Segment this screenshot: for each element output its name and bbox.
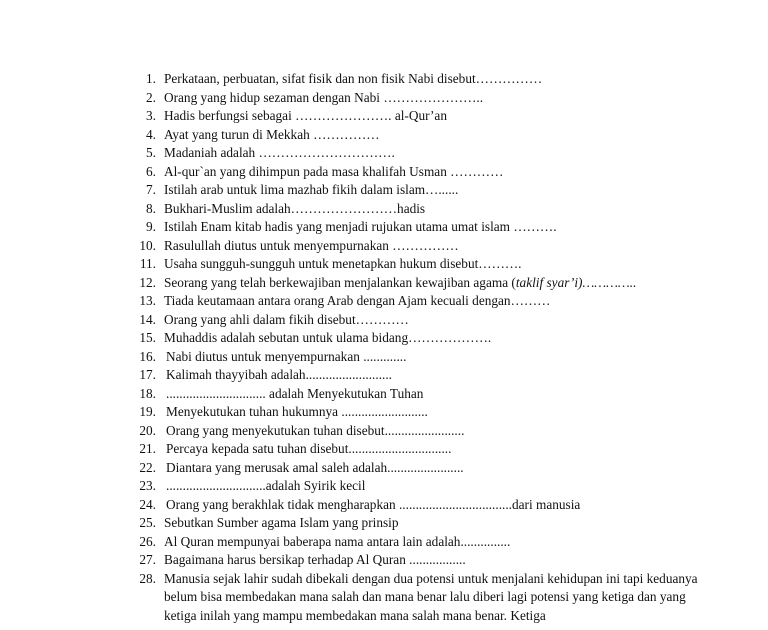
question-text: Istilah arab untuk lima mazhab fikih dalam islam…...... — [164, 182, 459, 197]
question-item — [116, 200, 716, 219]
question-number: 10. — [139, 237, 156, 253]
question-number: 18. — [139, 385, 156, 401]
question-text: Orang yang ahli dalam fikih disebut………… — [164, 311, 409, 327]
question-text: Orang yang menyekutukan tuhan disebut........................ — [166, 422, 465, 438]
question-item — [116, 514, 716, 533]
question-text: Al Quran mempunyai baberapa nama antara lain adalah............... — [164, 533, 511, 549]
question-text: Al-qur`an yang dihimpun pada masa khalifah Usman ………… — [164, 163, 504, 179]
question-text: Bukhari-Muslim adalah……………………hadis — [164, 200, 426, 216]
question-text: Ayat yang turun di Mekkah …………… — [164, 126, 380, 142]
question-text: Usaha sungguh-sungguh untuk menetapkan hukum disebut………. — [164, 256, 522, 271]
question-item — [116, 477, 716, 496]
question-number: 11. — [139, 256, 156, 271]
question-text: Nabi diutus untuk menyempurnakan ............. — [166, 348, 407, 364]
question-item — [116, 459, 716, 478]
question-text: Sebutkan Sumber agama Islam yang prinsip — [164, 515, 399, 530]
question-text: Rasulullah diutus untuk menyempurnakan …………… — [164, 237, 459, 253]
question-number: 3. — [146, 108, 156, 123]
question-item — [116, 329, 716, 348]
question-number: 28. — [139, 570, 156, 586]
question-number: 27. — [139, 552, 156, 567]
question-text: Perkataan, perbuatan, sifat fisik dan non fisik Nabi disebut…………… — [164, 71, 543, 86]
question-item — [116, 292, 716, 311]
question-text: Tiada keutamaan antara orang Arab dengan Ajam kecuali dengan……… — [164, 293, 551, 308]
question-number: 16. — [139, 348, 156, 364]
question-number: 21. — [139, 441, 156, 456]
question-item — [116, 163, 716, 182]
question-item — [116, 348, 716, 367]
question-text: Orang yang hidup sezaman dengan Nabi ………………….. — [164, 89, 484, 105]
question-number: 24. — [139, 496, 156, 512]
question-item — [116, 496, 716, 515]
question-text: Muhaddis adalah sebutan untuk ulama bidang………………. — [164, 330, 492, 345]
question-number: 9. — [146, 219, 156, 234]
question-text-italic: taklif syar’i)………….. — [515, 274, 637, 290]
question-item — [116, 144, 716, 163]
question-item — [116, 89, 716, 108]
question-item — [116, 274, 716, 293]
question-text: ..............................adalah Syirik kecil — [166, 478, 366, 493]
question-item — [116, 181, 716, 200]
question-number: 22. — [139, 459, 156, 475]
question-number: 8. — [146, 200, 156, 216]
question-text — [156, 274, 636, 293]
question-item — [116, 440, 716, 459]
question-item — [116, 126, 716, 145]
question-item — [116, 311, 716, 330]
question-number: 12. — [139, 274, 156, 290]
question-number: 14. — [139, 311, 156, 327]
question-item — [116, 255, 716, 274]
question-number: 2. — [146, 89, 156, 105]
question-text: Kalimah thayyibah adalah.......................... — [166, 367, 392, 382]
question-item — [116, 385, 716, 404]
question-item — [116, 107, 716, 126]
question-item — [116, 570, 716, 626]
question-text: Percaya kepada satu tuhan disebut............................... — [166, 441, 452, 456]
question-item — [116, 366, 716, 385]
question-text: Istilah Enam kitab hadis yang menjadi rujukan utama umat islam ………. — [164, 219, 557, 234]
question-text: Manusia sejak lahir sudah dibekali dengan dua potensi untuk menjalani kehidupan ini tapi keduanya belum bisa membedakan mana salah dan mana benar lalu diberi lagi potensi yang ketiga dan yang ketiga inilah yang mampu membedakan mana salah mana benar. Ketiga — [164, 570, 698, 623]
question-list — [116, 70, 716, 625]
question-text-plain: Seorang yang telah berkewajiban menjalankan kewajiban agama ( — [164, 274, 516, 290]
question-text: Diantara yang merusak amal saleh adalah....................... — [166, 459, 464, 475]
question-item — [116, 403, 716, 422]
question-number: 5. — [146, 145, 156, 160]
question-text: Hadis berfungsi sebagai …………………. al-Qur’an — [164, 108, 447, 123]
question-number: 20. — [139, 422, 156, 438]
question-number: 4. — [146, 126, 156, 142]
question-number: 15. — [139, 330, 156, 345]
question-number: 26. — [139, 533, 156, 549]
question-text: Bagaimana harus bersikap terhadap Al Quran ................. — [164, 552, 466, 567]
question-number: 23. — [139, 478, 156, 493]
question-number: 13. — [139, 293, 156, 308]
question-item — [116, 422, 716, 441]
question-number: 6. — [146, 163, 156, 179]
question-number: 25. — [139, 515, 156, 530]
question-item — [116, 533, 716, 552]
question-item — [116, 551, 716, 570]
question-item — [116, 237, 716, 256]
question-item — [116, 70, 716, 89]
question-text: .............................. adalah Menyekutukan Tuhan — [166, 385, 424, 401]
question-text: Menyekutukan tuhan hukumnya .......................... — [166, 404, 428, 419]
question-text: Orang yang berakhlak tidak mengharapkan ..................................dari manusia — [166, 496, 581, 512]
question-number: 1. — [146, 71, 156, 86]
question-text: Madaniah adalah …………………………. — [164, 145, 395, 160]
question-number: 7. — [146, 182, 156, 197]
question-number: 19. — [139, 404, 156, 419]
question-number: 17. — [139, 367, 156, 382]
question-item — [116, 218, 716, 237]
